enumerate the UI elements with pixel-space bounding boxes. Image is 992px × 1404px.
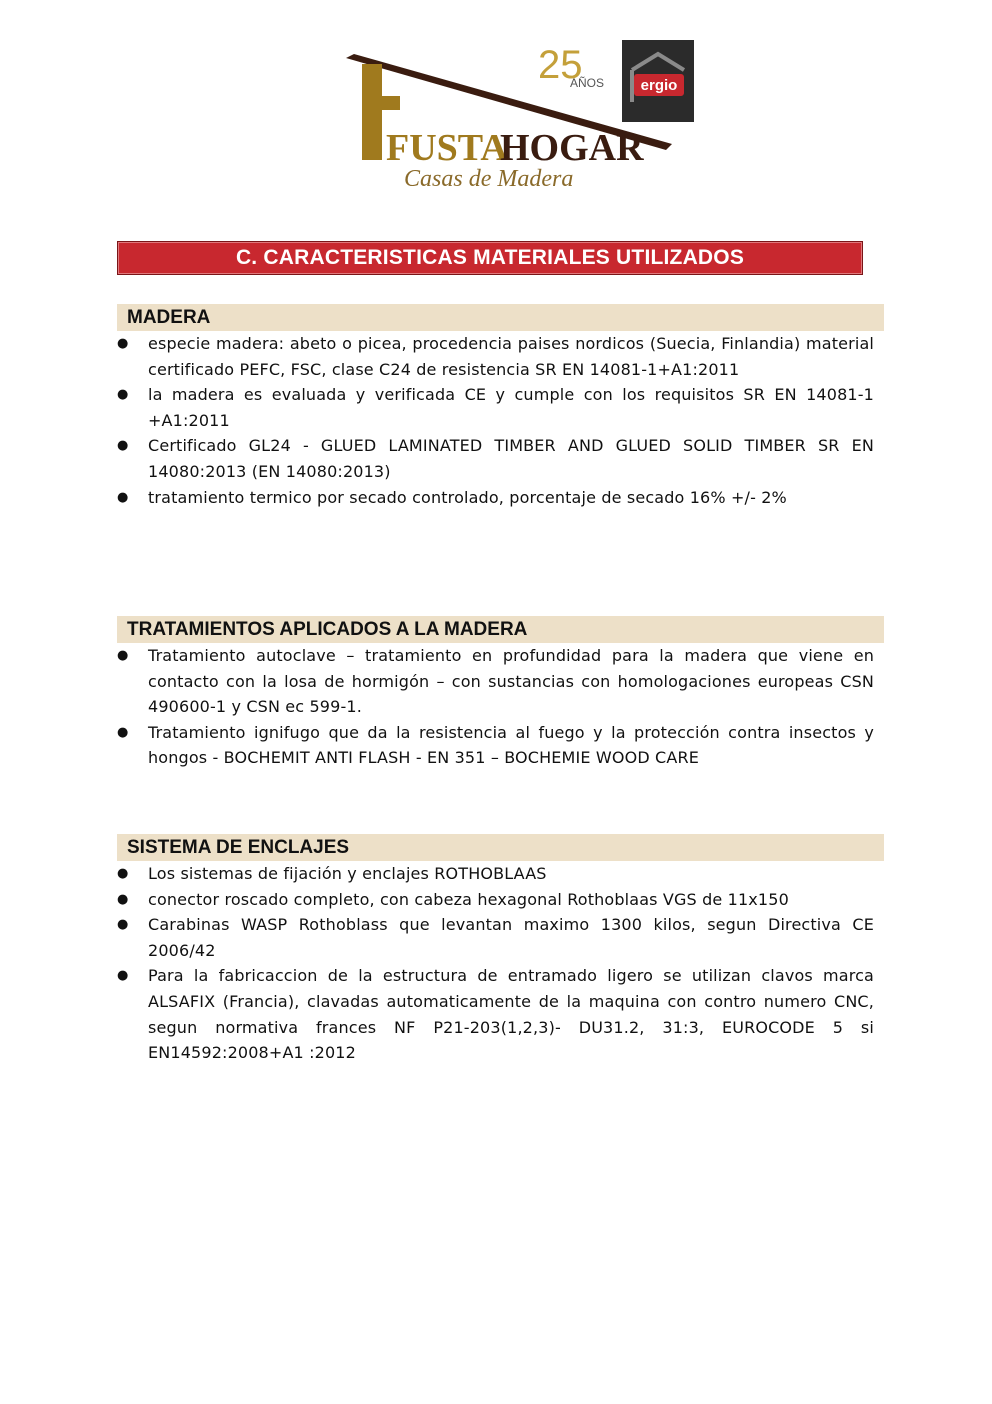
bullet-icon: ● — [117, 724, 129, 740]
list-item — [117, 963, 874, 1065]
section-heading-enclajes: SISTEMA DE ENCLAJES — [117, 834, 884, 861]
list-item-text: Los sistemas de fijación y enclajes ROTHOBLAAS — [148, 864, 547, 883]
list-item — [117, 720, 874, 771]
list-item-text: Carabinas WASP Rothoblass que levantan maximo 1300 kilos, segun Directiva CE 2006/42 — [148, 915, 874, 960]
tagline-text: Casas de Madera — [404, 166, 574, 192]
list-item — [117, 643, 874, 720]
bullet-icon: ● — [117, 891, 129, 907]
letter-f-stem — [362, 64, 382, 160]
section-title-banner: C. CARACTERISTICAS MATERIALES UTILIZADOS — [117, 241, 863, 275]
brand-right-text: HOGAR — [500, 127, 644, 169]
list-item-text: especie madera: abeto o picea, procedencia paises nordicos (Suecia, Finlandia) material certificado PEFC, FSC, clase C24 de resistencia SR EN 14081-1+A1:2011 — [148, 334, 874, 379]
list-item-text: Tratamiento autoclave – tratamiento en profundidad para la madera que viene en contacto con la losa de hormigón – con sustancias con homologaciones europeas CSN 490600-1 y CSN ec 599-1. — [148, 646, 874, 717]
house-roof-icon — [632, 54, 684, 70]
bullet-icon: ● — [117, 438, 129, 454]
section-heading-tratamientos: TRATAMIENTOS APLICADOS A LA MADERA — [117, 616, 884, 643]
house-wall-icon — [630, 70, 634, 102]
list-item-text: la madera es evaluada y verificada CE y cumple con los requisitos SR EN 14081-1 +A1:2011 — [148, 385, 874, 430]
list-item — [117, 433, 874, 484]
ergio-graphic — [622, 40, 694, 122]
ergio-logo — [622, 40, 694, 122]
list-item — [117, 887, 874, 913]
ergio-text: ergio — [640, 77, 678, 94]
list-item — [117, 912, 874, 963]
bullet-icon: ● — [117, 968, 129, 984]
bullet-icon: ● — [117, 387, 129, 403]
bullet-icon: ● — [117, 648, 129, 663]
list-item — [117, 382, 874, 433]
list-item-text: Tratamiento ignifugo que da la resistencia al fuego y la protección contra insectos y hongos - BOCHEMIT ANTI FLASH - EN 351 – BOCHEMIE WOOD CARE — [148, 722, 874, 768]
bullet-icon: ● — [117, 917, 129, 933]
anniversary-number: 25 — [538, 43, 583, 87]
bullet-icon: ● — [117, 489, 129, 505]
anniversary-word: AÑOS — [570, 76, 605, 90]
brand-left-text: FUSTA — [386, 127, 508, 169]
list-tratamientos — [117, 643, 874, 771]
list-item — [117, 861, 874, 887]
list-madera — [117, 331, 874, 510]
bullet-icon: ● — [117, 336, 129, 351]
section-heading-madera: MADERA — [117, 304, 884, 331]
letter-f-bar — [362, 96, 400, 110]
list-item-text: conector roscado completo, con cabeza hexagonal Rothoblaas VGS de 11x150 — [148, 889, 789, 909]
list-item-text: tratamiento termico por secado controlado, porcentaje de secado 16% +/- 2% — [148, 487, 787, 507]
list-item-text: Certificado GL24 - GLUED LAMINATED TIMBER AND GLUED SOLID TIMBER SR EN 14080:2013 (EN 14080:2013) — [148, 436, 874, 481]
list-enclajes — [117, 861, 874, 1066]
list-item — [117, 331, 874, 382]
list-item — [117, 485, 874, 511]
bullet-icon: ● — [117, 866, 129, 881]
list-item-text: Para la fabricaccion de la estructura de entramado ligero se utilizan clavos marca ALSAFIX (Francia), clavadas automaticamente de la maquina con contro numero CNC, segun normativa frances NF P21-203(1,2,3)- DU31.2, 31:3, EUROCODE 5 si EN14592:2008+A1 :2012 — [148, 966, 874, 1063]
